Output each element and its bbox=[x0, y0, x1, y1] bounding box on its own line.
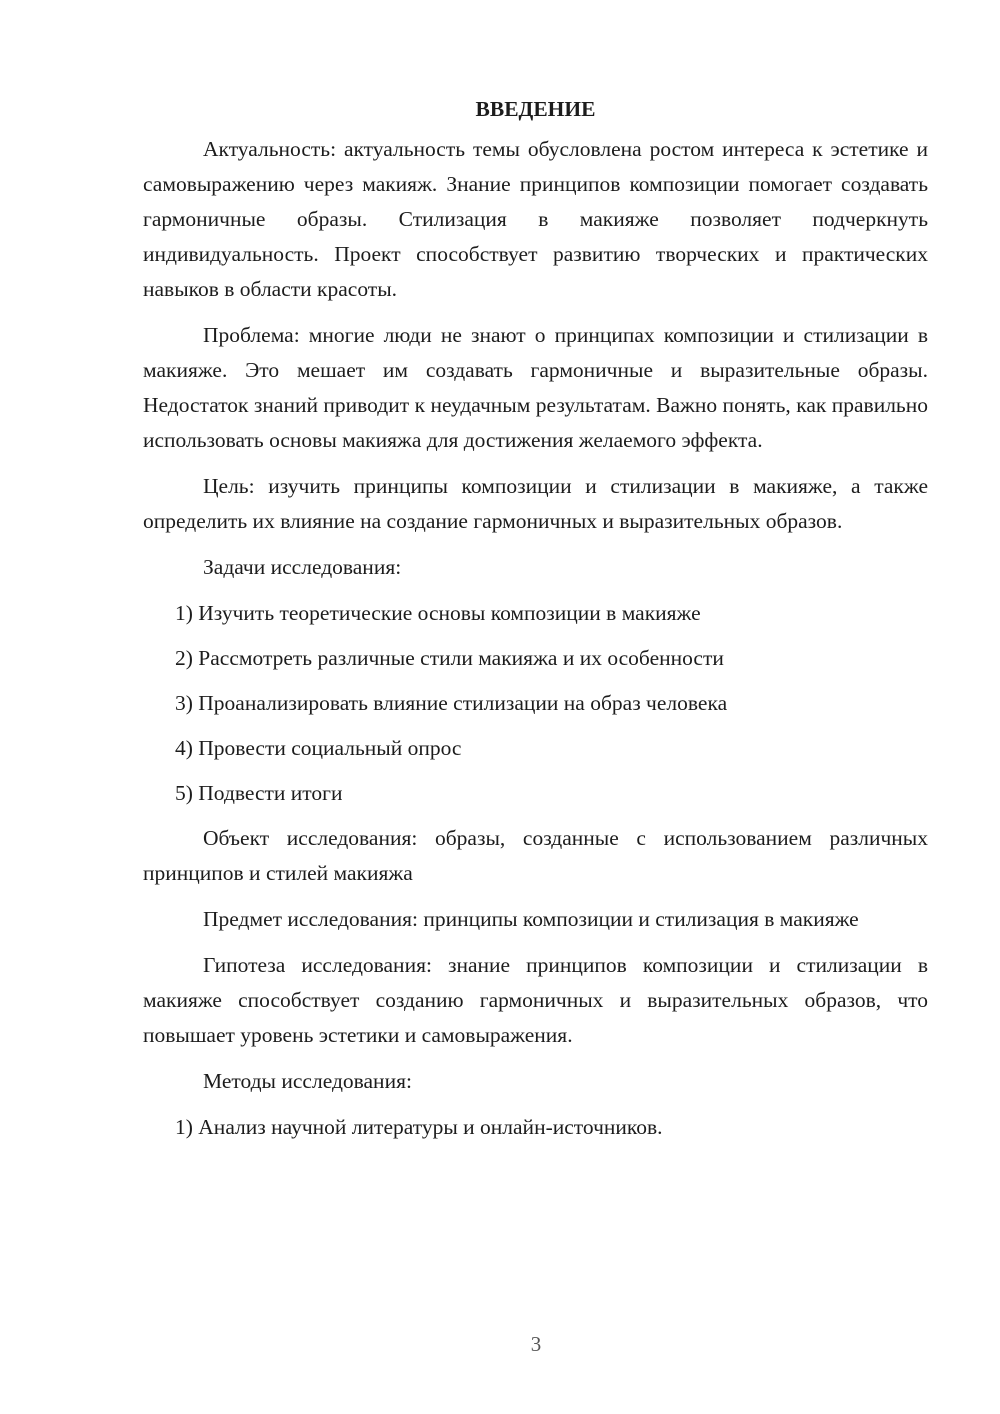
object-paragraph: Объект исследования: образы, созданные с использованием различных принципов и стилей макияжа bbox=[143, 826, 928, 885]
methods-heading: Методы исследования: bbox=[203, 1069, 412, 1093]
list-item: 1) Анализ научной литературы и онлайн-источников. bbox=[175, 1115, 663, 1139]
page-number: 3 bbox=[530, 1332, 542, 1356]
problem-paragraph: Проблема: многие люди не знают о принципах композиции и стилизации в макияже. Это мешает им создавать гармоничные и выразительные образы. Недостаток знаний приводит к неудачным результатам. Важно понять, как правильно использовать основы макияжа для достижения желаемого эффекта. bbox=[143, 323, 928, 452]
tasks-list bbox=[143, 596, 928, 811]
page-title: ВВЕДЕНИЕ bbox=[475, 97, 596, 121]
list-item: 4) Провести социальный опрос bbox=[175, 736, 462, 760]
list-item: 5) Подвести итоги bbox=[175, 781, 343, 805]
goal-paragraph: Цель: изучить принципы композиции и стилизации в макияже, а также определить их влияние на создание гармоничных и выразительных образов. bbox=[143, 474, 928, 533]
methods-list bbox=[143, 1110, 928, 1145]
relevance-paragraph: Актуальность: актуальность темы обусловлена ростом интереса к эстетике и самовыражению через макияж. Знание принципов композиции помогает создавать гармоничные образы. Стилизация в макияже позволяет подчеркнуть индивидуальность. Проект способствует развитию творческих и практических навыков в области красоты. bbox=[143, 137, 928, 301]
list-item: 3) Проанализировать влияние стилизации на образ человека bbox=[175, 691, 728, 715]
list-item: 1) Изучить теоретические основы композиции в макияже bbox=[175, 601, 701, 625]
tasks-heading: Задачи исследования: bbox=[203, 555, 402, 579]
subject-paragraph: Предмет исследования: принципы композиции и стилизация в макияже bbox=[203, 907, 859, 931]
list-item: 2) Рассмотреть различные стили макияжа и их особенности bbox=[175, 646, 724, 670]
hypothesis-paragraph: Гипотеза исследования: знание принципов композиции и стилизации в макияже способствует созданию гармоничных и выразительных образов, что повышает уровень эстетики и самовыражения. bbox=[143, 953, 928, 1047]
page-content bbox=[143, 92, 928, 1155]
